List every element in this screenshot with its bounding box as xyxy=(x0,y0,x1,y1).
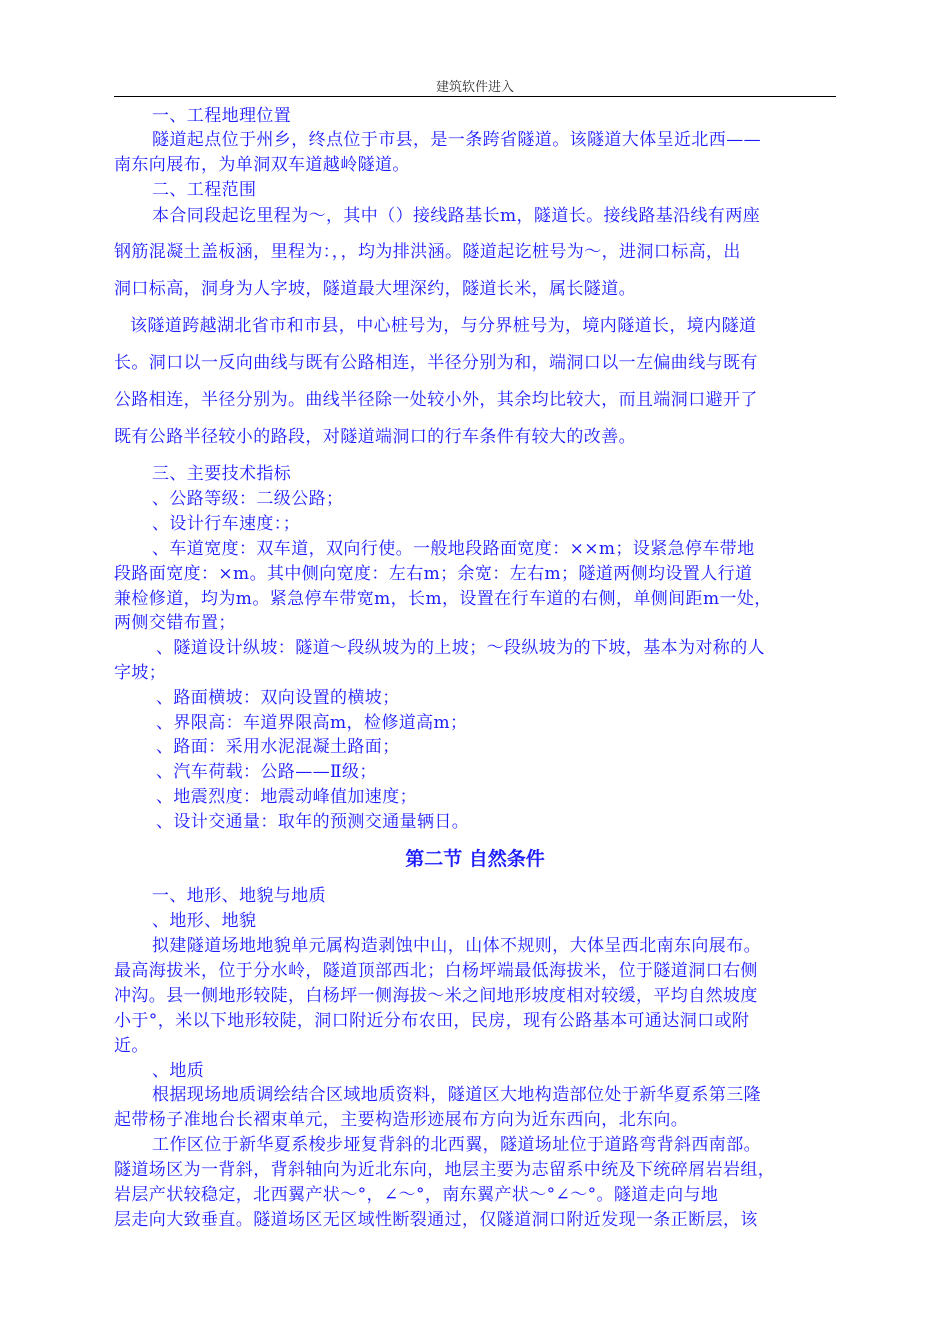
heading-scope: 二、工程范围 xyxy=(152,180,257,200)
subheading-terrain: 、地形、地貌 xyxy=(152,911,257,931)
indicator-traffic-volume: 、设计交通量：取年的预测交通量辆日。 xyxy=(156,812,470,832)
indicator-lane-width-line-2: 段路面宽度：×m。其中侧向宽度：左右m；余宽：左右m；隧道两侧均设置人行道 xyxy=(114,564,753,584)
indicator-gradient-line-1: 、隧道设计纵坡：隧道～段纵坡为的上坡；～段纵坡为的下坡，基本为对称的人 xyxy=(156,638,765,658)
paragraph-location-line-2: 南东向展布，为单洞双车道越岭隧道。 xyxy=(114,155,410,175)
paragraph-tunnel-line-2: 长。洞口以一反向曲线与既有公路相连，半径分别为和，端洞口以一左偏曲线与既有 xyxy=(114,353,758,373)
paragraph-scope-line-2: 钢筋混凝土盖板涵，里程为：，，均为排洪涵。隧道起讫桩号为～，进洞口标高，出 xyxy=(114,242,741,262)
section-title-natural-conditions: 第二节 自然条件 xyxy=(405,848,545,870)
header-rule xyxy=(114,96,836,97)
paragraph-tunnel-line-4: 既有公路半径较小的路段，对隧道端洞口的行车条件有较大的改善。 xyxy=(114,427,636,447)
heading-terrain-geology: 一、地形、地貌与地质 xyxy=(152,886,326,906)
indicator-lane-width-line-1: 、车道宽度：双车道，双向行使。一般地段路面宽度：××m；设紧急停车带地 xyxy=(152,539,755,559)
paragraph-tunnel-line-1: 该隧道跨越湖北省市和市县，中心桩号为，与分界桩号为，境内隧道长，境内隧道 xyxy=(130,316,757,336)
paragraph-structure-line-1: 工作区位于新华夏系梭步垭复背斜的北西翼，隧道场址位于道路弯背斜西南部。 xyxy=(152,1135,761,1155)
paragraph-structure-line-2: 隧道场区为一背斜，背斜轴向为近北东向，地层主要为志留系中统及下统碎屑岩岩组， xyxy=(114,1160,776,1180)
paragraph-terrain-line-3: 冲沟。县一侧地形较陡，白杨坪一侧海拔～米之间地形坡度相对较缓，平均自然坡度 xyxy=(114,986,758,1006)
subheading-geology: 、地质 xyxy=(152,1061,205,1081)
paragraph-terrain-line-5: 近。 xyxy=(114,1036,149,1056)
paragraph-terrain-line-4: 小于°，米以下地形较陡，洞口附近分布农田，民房，现有公路基本可通达洞口或附 xyxy=(114,1011,750,1031)
indicator-lane-width-line-3: 兼检修道，均为m。紧急停车带宽m，长m，设置在行车道的右侧，单侧间距m一处， xyxy=(114,589,772,609)
paragraph-scope-line-3: 洞口标高，洞身为人字坡，隧道最大埋深约，隧道长米，属长隧道。 xyxy=(114,279,636,299)
indicator-gradient-line-2: 字坡； xyxy=(114,663,167,683)
paragraph-terrain-line-2: 最高海拔米，位于分水岭，隧道顶部西北；白杨坪端最低海拔米，位于隧道洞口右侧 xyxy=(114,961,758,981)
paragraph-location-line-1: 隧道起点位于州乡，终点位于市县，是一条跨省隧道。该隧道大体呈近北西—— xyxy=(152,130,761,150)
indicator-seismic: 、地震烈度：地震动峰值加速度； xyxy=(156,787,417,807)
paragraph-scope-line-1: 本合同段起讫里程为～，其中（）接线路基长m，隧道长。接线路基沿线有两座 xyxy=(152,206,761,226)
indicator-vehicle-load: 、汽车荷载：公路——Ⅱ级； xyxy=(156,762,377,782)
indicator-pavement: 、路面：采用水泥混凝土路面； xyxy=(156,737,400,757)
indicator-lane-width-line-4: 两侧交错布置； xyxy=(114,613,236,633)
indicator-road-grade: 、公路等级：二级公路； xyxy=(152,489,344,509)
page-header: 建筑软件进入 xyxy=(435,80,514,95)
heading-location: 一、工程地理位置 xyxy=(152,106,292,126)
paragraph-structure-line-3: 岩层产状较稳定，北西翼产状～°，∠～°，南东翼产状～°∠～°。隧道走向与地 xyxy=(114,1185,719,1205)
paragraph-structure-line-4: 层走向大致垂直。隧道场区无区域性断裂通过，仅隧道洞口附近发现一条正断层，该 xyxy=(114,1210,758,1230)
paragraph-geology-line-1: 根据现场地质调绘结合区域地质资料，隧道区大地构造部位处于新华夏系第三隆 xyxy=(152,1085,761,1105)
heading-indicators: 三、主要技术指标 xyxy=(152,464,292,484)
indicator-design-speed: 、设计行车速度：； xyxy=(152,514,301,534)
paragraph-terrain-line-1: 拟建隧道场地地貌单元属构造剥蚀中山，山体不规则，大体呈西北南东向展布。 xyxy=(152,936,761,956)
paragraph-geology-line-2: 起带杨子准地台长褶束单元，主要构造形迹展布方向为近东西向，北东向。 xyxy=(114,1110,689,1130)
indicator-clearance: 、界限高：车道界限高m，检修道高m； xyxy=(156,713,468,733)
indicator-cross-slope: 、路面横坡：双向设置的横坡； xyxy=(156,688,400,708)
paragraph-tunnel-line-3: 公路相连，半径分别为。曲线半径除一处较小外，其余均比较大，而且端洞口避开了 xyxy=(114,390,758,410)
